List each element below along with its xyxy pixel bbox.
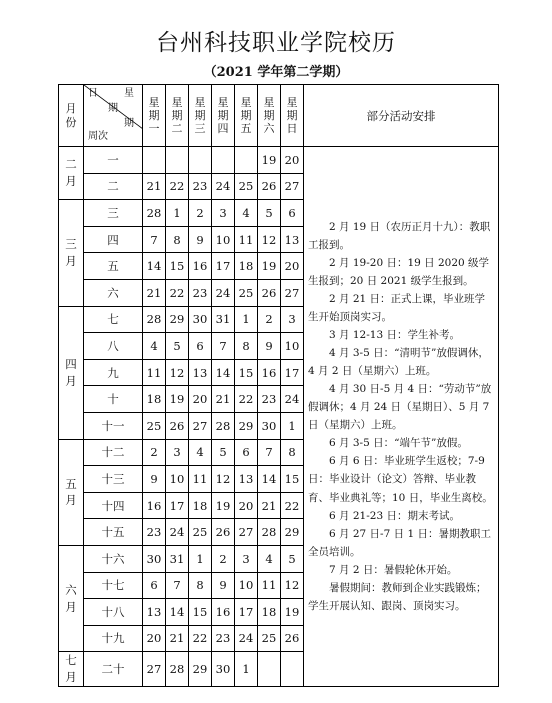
day-cell: 4: [235, 200, 258, 227]
day-cell: 20: [281, 147, 304, 174]
activity-item: 6 月 27 日-7 日 1 日：暑期教职工全员培训。: [308, 527, 491, 558]
day-cell: 21: [258, 492, 281, 519]
day-cell: 14: [166, 599, 189, 626]
day-cell: 25: [235, 279, 258, 306]
day-cell: 6: [143, 572, 166, 599]
day-cell: 11: [258, 572, 281, 599]
day-cell: 21: [143, 279, 166, 306]
day-cell: 10: [281, 333, 304, 360]
day-cell: 3: [235, 545, 258, 572]
day-cell: 28: [258, 519, 281, 546]
day-cell: 8: [189, 572, 212, 599]
day-cell: 22: [166, 173, 189, 200]
day-cell: 8: [281, 439, 304, 466]
day-cell: 26: [281, 625, 304, 652]
day-cell: 31: [212, 306, 235, 333]
weekday-header-sat: 星期六: [258, 85, 281, 147]
day-cell: 13: [189, 359, 212, 386]
week-number-cell: 十九: [84, 625, 143, 652]
diag-qi-label-2: 期: [124, 118, 134, 129]
day-cell: 8: [166, 226, 189, 253]
day-cell: 2: [258, 306, 281, 333]
day-cell: 16: [143, 492, 166, 519]
week-number-cell: 十: [84, 386, 143, 413]
day-cell: 6: [235, 439, 258, 466]
day-cell: 10: [166, 466, 189, 493]
day-cell: 14: [143, 253, 166, 280]
activity-item: 6 月 6 日：毕业班学生返校；7-9 日：毕业设计（论文）答辩、毕业教育、毕业典礼等；10 日，毕业生离校。: [308, 455, 493, 504]
day-cell: 14: [212, 359, 235, 386]
day-cell: 20: [189, 386, 212, 413]
day-cell: 15: [189, 599, 212, 626]
day-cell: 28: [212, 412, 235, 439]
day-cell: 19: [212, 492, 235, 519]
day-cell: 23: [189, 173, 212, 200]
day-cell: 2: [189, 200, 212, 227]
day-cell: 19: [258, 147, 281, 174]
day-cell: 26: [258, 173, 281, 200]
day-cell: 9: [143, 466, 166, 493]
day-cell: 22: [235, 386, 258, 413]
week-number-cell: 二: [84, 173, 143, 200]
day-cell: 9: [212, 572, 235, 599]
diag-qi-label: 期: [108, 103, 118, 114]
activity-item: 4 月 3-5 日：“清明节”放假调休，4 月 2 日（星期六）上班。: [308, 347, 489, 378]
day-cell: 27: [189, 412, 212, 439]
diag-week-label: 周次: [88, 131, 108, 142]
day-cell: 27: [281, 279, 304, 306]
activity-item: 6 月 3-5 日：“端午节”放假。: [329, 437, 468, 450]
week-number-cell: 一: [84, 147, 143, 174]
weekday-header-fri: 星期五: [235, 85, 258, 147]
week-number-cell: 六: [84, 279, 143, 306]
day-cell: 3: [281, 306, 304, 333]
week-number-cell: 三: [84, 200, 143, 227]
day-cell: 22: [189, 625, 212, 652]
day-cell: 17: [235, 599, 258, 626]
activity-item: 4 月 30 日-5 月 4 日：“劳动节”放假调休；4 月 24 日（星期日）、5 月 7 日（星期六）上班。: [308, 383, 492, 432]
day-cell: 24: [166, 519, 189, 546]
day-cell: 9: [189, 226, 212, 253]
diagonal-header: [84, 85, 143, 147]
day-cell: 29: [189, 652, 212, 686]
day-cell: 12: [258, 226, 281, 253]
day-cell: 23: [143, 519, 166, 546]
month-cell: 六月: [59, 545, 84, 651]
day-cell: 9: [258, 333, 281, 360]
day-cell: 7: [143, 226, 166, 253]
day-cell: 20: [281, 253, 304, 280]
day-cell: 4: [143, 333, 166, 360]
day-cell: 21: [212, 386, 235, 413]
day-cell: 24: [235, 625, 258, 652]
day-cell: [189, 147, 212, 174]
week-number-cell: 十四: [84, 492, 143, 519]
day-cell: 19: [166, 386, 189, 413]
day-cell: 11: [189, 466, 212, 493]
diag-star-label: 星: [124, 88, 134, 99]
day-cell: 7: [166, 572, 189, 599]
day-cell: 24: [212, 279, 235, 306]
week-number-cell: 十六: [84, 545, 143, 572]
day-cell: 22: [166, 279, 189, 306]
activities-header: 部分活动安排: [304, 85, 499, 147]
day-cell: 28: [166, 652, 189, 686]
activity-item: 3 月 12-13 日：学生补考。: [329, 329, 460, 342]
day-cell: 11: [143, 359, 166, 386]
week-number-cell: 十二: [84, 439, 143, 466]
day-cell: 4: [189, 439, 212, 466]
month-cell: 五月: [59, 439, 84, 545]
day-cell: 23: [258, 386, 281, 413]
day-cell: 10: [212, 226, 235, 253]
day-cell: 3: [166, 439, 189, 466]
day-cell: 20: [143, 625, 166, 652]
weekday-header-wed: 星期三: [189, 85, 212, 147]
week-number-cell: 十八: [84, 599, 143, 626]
day-cell: 8: [235, 333, 258, 360]
day-cell: 12: [212, 466, 235, 493]
day-cell: 25: [258, 625, 281, 652]
weekday-header-tue: 星期二: [166, 85, 189, 147]
day-cell: [258, 652, 281, 686]
day-cell: 26: [166, 412, 189, 439]
day-cell: 25: [143, 412, 166, 439]
day-cell: 27: [235, 519, 258, 546]
weekday-header-mon: 星期一: [143, 85, 166, 147]
day-cell: 11: [235, 226, 258, 253]
day-cell: 4: [258, 545, 281, 572]
day-cell: 17: [166, 492, 189, 519]
day-cell: 17: [281, 359, 304, 386]
page-title: 台州科技职业学院校历: [156, 30, 396, 56]
day-cell: 18: [143, 386, 166, 413]
day-cell: 5: [212, 439, 235, 466]
day-cell: 14: [258, 466, 281, 493]
day-cell: 29: [235, 412, 258, 439]
day-cell: 22: [281, 492, 304, 519]
day-cell: 30: [258, 412, 281, 439]
day-cell: 25: [189, 519, 212, 546]
day-cell: 30: [143, 545, 166, 572]
day-cell: 1: [189, 545, 212, 572]
month-header: 月份: [59, 85, 84, 147]
activity-item: 2 月 19-20 日：19 日 2020 级学生报到；20 日 2021 级学生报到。: [308, 256, 490, 287]
day-cell: 16: [189, 253, 212, 280]
day-cell: 7: [258, 439, 281, 466]
month-cell: 四月: [59, 306, 84, 439]
day-cell: 31: [166, 545, 189, 572]
day-cell: 23: [189, 279, 212, 306]
activity-item: 2 月 19 日（农历正月十九）：教职工报到。: [308, 220, 491, 251]
day-cell: 2: [212, 545, 235, 572]
page-subtitle: （2021 学年第二学期）: [203, 65, 349, 80]
diag-day-label: 日: [88, 88, 98, 99]
day-cell: 29: [281, 519, 304, 546]
day-cell: [235, 147, 258, 174]
day-cell: 30: [189, 306, 212, 333]
day-cell: [281, 652, 304, 686]
day-cell: 3: [212, 200, 235, 227]
day-cell: 27: [143, 652, 166, 686]
day-cell: 1: [166, 200, 189, 227]
day-cell: 15: [166, 253, 189, 280]
day-cell: 12: [281, 572, 304, 599]
calendar-body: [59, 147, 499, 687]
month-cell: 二月: [59, 147, 84, 200]
day-cell: 16: [258, 359, 281, 386]
day-cell: 1: [235, 306, 258, 333]
day-cell: 1: [281, 412, 304, 439]
day-cell: 26: [258, 279, 281, 306]
day-cell: 18: [258, 599, 281, 626]
day-cell: 2: [143, 439, 166, 466]
day-cell: 25: [235, 173, 258, 200]
day-cell: 28: [143, 200, 166, 227]
day-cell: 15: [235, 359, 258, 386]
day-cell: 17: [212, 253, 235, 280]
day-cell: 13: [143, 599, 166, 626]
activity-item: 2 月 21 日：正式上课，毕业班学生开始顶岗实习。: [308, 292, 486, 324]
week-number-cell: 五: [84, 253, 143, 280]
day-cell: 23: [212, 625, 235, 652]
day-cell: [143, 147, 166, 174]
day-cell: 13: [235, 466, 258, 493]
day-cell: 26: [212, 519, 235, 546]
day-cell: 7: [212, 333, 235, 360]
day-cell: 10: [235, 572, 258, 599]
day-cell: 20: [235, 492, 258, 519]
week-number-cell: 十七: [84, 572, 143, 599]
day-cell: 27: [281, 173, 304, 200]
day-cell: 13: [281, 226, 304, 253]
day-cell: 1: [235, 652, 258, 686]
day-cell: 19: [258, 253, 281, 280]
day-cell: 29: [166, 306, 189, 333]
day-cell: 5: [166, 333, 189, 360]
day-cell: 30: [212, 652, 235, 686]
week-number-cell: 十三: [84, 466, 143, 493]
activity-item: 7 月 2 日：暑假轮休开始。: [329, 563, 458, 576]
day-cell: 19: [281, 599, 304, 626]
activity-item: 6 月 21-23 日：期末考试。: [329, 509, 460, 522]
week-number-cell: 七: [84, 306, 143, 333]
day-cell: 6: [189, 333, 212, 360]
week-number-cell: 四: [84, 226, 143, 253]
weekday-header-sun: 星期日: [281, 85, 304, 147]
day-cell: 24: [212, 173, 235, 200]
calendar-table: [58, 84, 499, 687]
day-cell: 24: [281, 386, 304, 413]
week-number-cell: 九: [84, 359, 143, 386]
week-number-cell: 二十: [84, 652, 143, 686]
day-cell: 16: [212, 599, 235, 626]
day-cell: [212, 147, 235, 174]
day-cell: 21: [143, 173, 166, 200]
weekday-header-thu: 星期四: [212, 85, 235, 147]
day-cell: 5: [281, 545, 304, 572]
week-row: [59, 147, 499, 174]
day-cell: 6: [281, 200, 304, 227]
month-cell: 七月: [59, 652, 84, 686]
month-cell: 三月: [59, 200, 84, 306]
day-cell: [166, 147, 189, 174]
day-cell: 18: [235, 253, 258, 280]
activities-cell: [304, 147, 499, 687]
week-number-cell: 十一: [84, 412, 143, 439]
day-cell: 28: [143, 306, 166, 333]
day-cell: 5: [258, 200, 281, 227]
week-number-cell: 十五: [84, 519, 143, 546]
day-cell: 15: [281, 466, 304, 493]
day-cell: 21: [166, 625, 189, 652]
activity-item: 暑假期间：教师到企业实践锻炼；学生开展认知、跟岗、顶岗实习。: [308, 581, 487, 612]
week-number-cell: 八: [84, 333, 143, 360]
day-cell: 18: [189, 492, 212, 519]
day-cell: 12: [166, 359, 189, 386]
